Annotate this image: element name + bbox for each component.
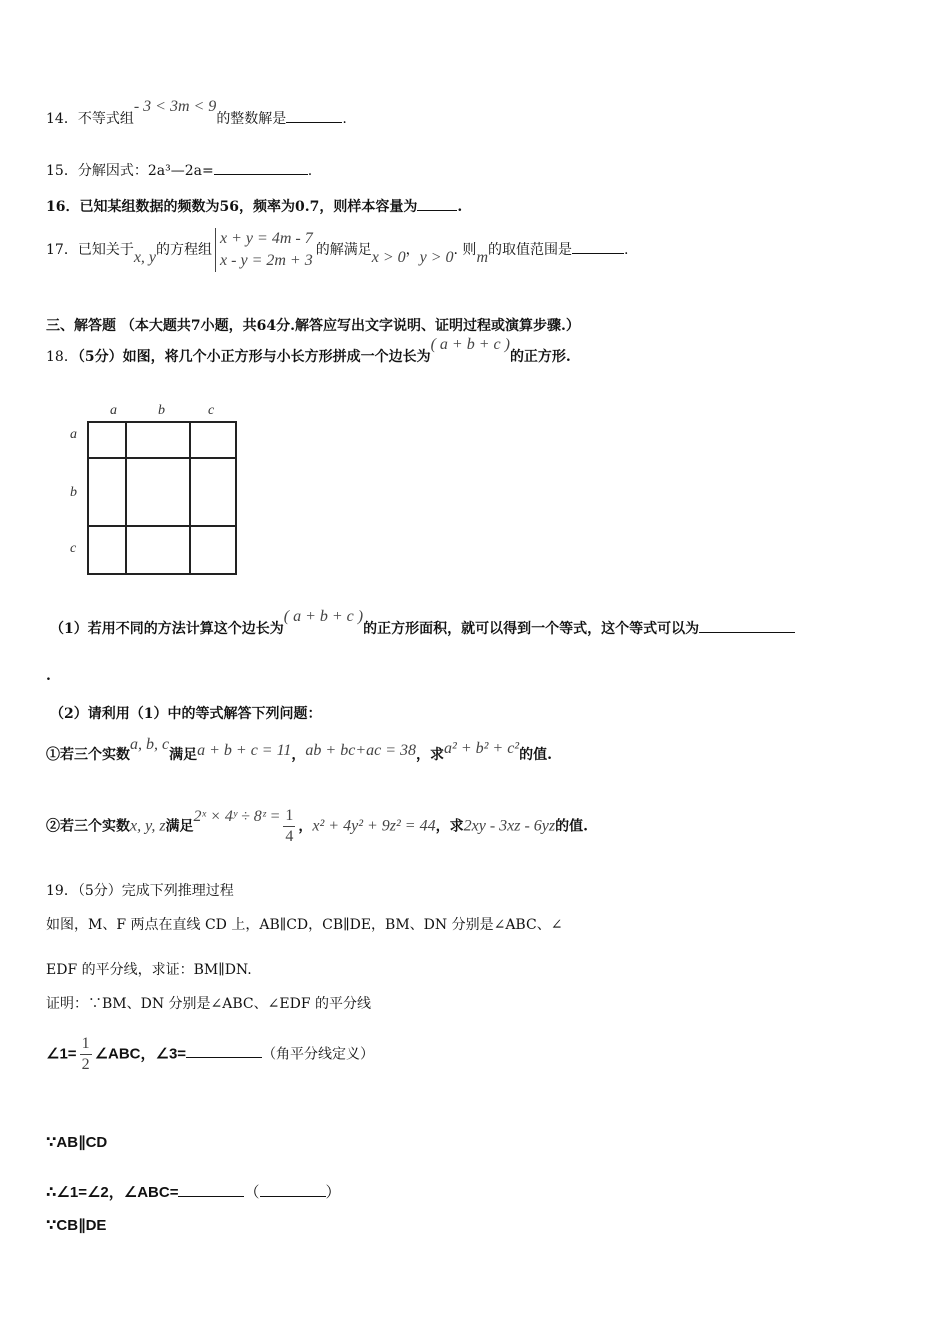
q18-sub2: ②若三个实数x, y, z满足2ˣ × 4ʸ ÷ 8ᶻ = $\frac{1}{4}$ ，x² + 4y² + 9z² = 44，求2xy - 3xz - 6yz的值. [46, 807, 588, 845]
section-3-heading: 三、解答题 （本大题共7小题，共64分.解答应写出文字说明、证明过程或演算步骤.） [46, 318, 580, 334]
q19-line4: ∠1= $\frac{1}{2}$ ∠ABC，∠3= （角平分线定义） [46, 1035, 375, 1073]
grid-label-left-a: a [70, 427, 77, 442]
q15-answer-blank[interactable] [214, 162, 308, 175]
question-16: 16．已知某组数据的频数为56，频率为0.7，则样本容量为 . [46, 199, 463, 215]
grid-label-top-c: c [208, 403, 215, 418]
q16-text: 已知某组数据的频数为56，频率为0.7，则样本容量为 [79, 199, 418, 215]
q19-title: （5分）完成下列推理过程 [77, 883, 234, 899]
q17-equation-system: x + y = 4m - 7 x - y = 2m + 3 [215, 228, 313, 272]
q14-number: 14． [46, 111, 78, 127]
grid-label-top-a: a [110, 403, 117, 418]
q19-line2: EDF 的平分线，求证：BM∥DN. [46, 962, 252, 978]
square-grid-figure [60, 398, 250, 583]
q19-line7: ∵CB∥DE [46, 1217, 107, 1234]
q19-angle3-blank[interactable] [186, 1045, 262, 1058]
q15-text: 分解因式：2a³—2a= [77, 163, 214, 179]
grid-label-left-c: c [70, 541, 77, 556]
q18-part1-answer-blank[interactable] [699, 620, 795, 633]
question-19: 19．（5分）完成下列推理过程 [46, 883, 234, 899]
grid-outline [88, 422, 236, 574]
q14-text: 不等式组 [77, 111, 134, 127]
q18-sub2-fraction: $\frac{1}{4}$ [285, 807, 294, 845]
q16-answer-blank[interactable] [417, 198, 457, 211]
q14-text-post: 的整数解是 [216, 111, 287, 127]
q19-abc-blank[interactable] [178, 1184, 244, 1197]
q14-inequality: - 3 < 3m < 9 [133, 98, 217, 115]
q18-part1: （1）若用不同的方法计算这个边长为( a + b + c )的正方形面积，就可以得到一个等式，这个等式可以为 [50, 618, 795, 638]
q17-vars: x, y [133, 249, 157, 266]
q17-answer-blank[interactable] [572, 241, 624, 254]
q18-sub1: ①若三个实数a, b, c满足a + b + c = 11，ab + bc+ac = 38，求a² + b² + c²的值. [46, 736, 552, 763]
question-14: 14．不等式组- 3 < 3m < 9的整数解是 . [46, 98, 347, 127]
q19-line5: ∵AB∥CD [46, 1134, 108, 1151]
q14-answer-blank[interactable] [286, 110, 342, 123]
q19-half-fraction: $\frac{1}{2}$ [81, 1035, 90, 1073]
q19-line3: 证明：∵BM、DN 分别是∠ABC、∠EDF 的平分线 [46, 996, 371, 1012]
q19-reason-blank[interactable] [260, 1184, 326, 1197]
grid-label-top-b: b [158, 403, 165, 418]
question-15: 15．分解因式：2a³—2a= . [46, 163, 313, 179]
q19-line6: ∴∠1=∠2，∠ABC= （ ） [46, 1184, 341, 1201]
grid-label-left-b: b [70, 485, 77, 500]
q18-part2: （2）请利用（1）中的等式解答下列问题： [50, 706, 322, 722]
q18-part1-end: . [46, 668, 51, 684]
question-18: 18．（5分）如图，将几个小正方形与小长方形拼成一个边长为( a + b + c )的正方形. [46, 336, 571, 365]
question-17: 17．已知关于x, y的方程组 x + y = 4m - 7 x - y = 2m + 3 的解满足x > 0，y > 0. 则m的取值范围是 . [46, 228, 628, 272]
q19-line1: 如图，M、F 两点在直线 CD 上，AB∥CD，CB∥DE，BM、DN 分别是∠ABC、∠ [46, 917, 563, 933]
